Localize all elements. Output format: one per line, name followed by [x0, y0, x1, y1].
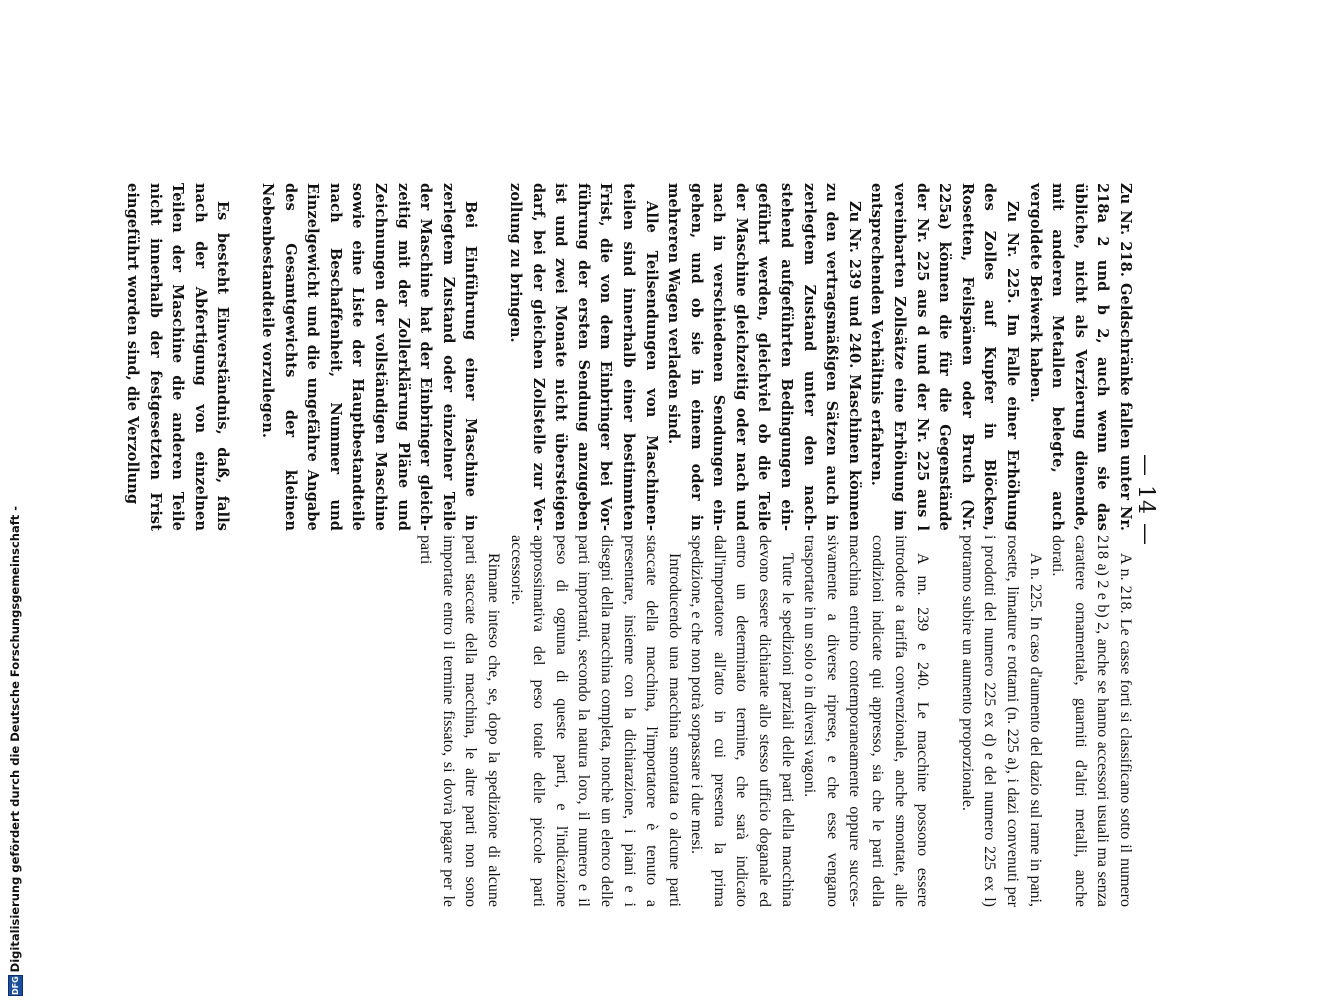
- german-paragraph-einverstaendnis: Es besteht Einverständnis, daß, falls nach der Abfertigung von einzelnen Teilen der Maschine die anderen Teile nicht innerhalb der festgesetzten Frist eingeführt worden sind, die Verzollung: [124, 183, 232, 531]
- german-paragraph-nr-225: Zu Nr. 225. Im Falle einer Erhöhung des Zolles auf Kupfer in Blöcken, Rosetten, Feilspänen oder Bruch (Nr. 225a) können die für die Gegenstände der Nr. 225 aus d und der Nr. 225 aus l vereinbarten Zollsätze eine Erhöhung im entsprechenden Verhältnis erfahren.: [868, 183, 1022, 531]
- digitization-credit: [0, 0, 30, 1000]
- german-paragraph-einfuehrung: Bei Einführung einer Maschine in zerlegtem Zustand oder einzelner Teile der Maschine hat der Einbringer gleichzeitig mit der Zollerklärung Pläne und Zeichnungen der vollständigen Maschine sowie eine Liste der Hauptbestandteile nach Beschaffenheit, Nummer und Einzelgewicht und die ungefähre Angabe des Gesamtgewichts der kleinen Nebenbestandteile vorzulegen.: [259, 183, 480, 531]
- german-column: [120, 183, 1136, 531]
- german-paragraph-nr-239-240: Zu Nr. 239 und 240. Maschinen können zu den vertragsmäßigen Sätzen auch in zerlegtem Zustand unter den nachstehend aufgeführten Bedingungen eingeführt werden, gleichviel ob die Teile der Maschine gleichzeitig oder nach und nach in verschiedenen Sendungen eingehen, und ob sie in einem oder in mehreren Wagen verladen sind.: [665, 183, 863, 531]
- italian-paragraph-nn-239-240: A nn. 239 e 240. Le macchine possono essere introdotte a tariffa convenzionale, anche smontate, alle condizioni indicate qui appresso, sia che le parti della macchina entrino contemporaneamente oppure successivamente a diverse riprese, e che esse vengano trasportate in un solo o in diversi vagoni.: [801, 535, 932, 907]
- page-number: — 14 —: [1133, 454, 1158, 546]
- italian-paragraph-n-218: A n. 218. Le casse forti si classificano sotto il numero 218 a) 2 e b) 2, anche se hanno accessori usuali ma senza carattere ornamentale, guarniti d'altri metalli, anche dorati.: [1049, 535, 1134, 907]
- italian-paragraph-introducendo: Introducendo una macchina smontata o alcune parti staccate della macchina, l'importatore è tenuto a presentare, insieme con la dichiarazione, i piani e i disegni della macchina completa, nonchè un elenco delle parti importanti, secondo la natura loro, il numero e il peso di ognuna di queste parti, e l'indicazione approssimativa del peso totale delle piccole parti accessorie.: [507, 535, 683, 907]
- dfg-logo: DFG: [8, 975, 23, 996]
- german-paragraph-nr-218: Zu Nr. 218. Geldschränke fallen unter Nr. 218a 2 und b 2, auch wenn sie das übliche, nicht als Verzierung dienende, mit anderen Metallen belegte, auch vergoldete Beiwerk haben.: [1026, 183, 1134, 531]
- italian-paragraph-n-225: A n. 225. In caso d'aumento del dazio sul rame in pani, rosette, limature e rottami (n. 225 a), i dazi convenuti per i prodotti del numero 225 ex d) e del numero 225 ex l) potranno subire un aumento proporzionale.: [958, 535, 1044, 907]
- credit-text: Digitalisierung gefördert durch die Deutsche Forschungsgemeinschaft -: [8, 505, 22, 973]
- italian-paragraph-rimane-inteso: Rimane inteso che, se, dopo la spedizione di alcune parti staccate della macchina, le altre parti non sono importate entro il termine fissato, si dovrà pagare per le parti: [417, 535, 502, 907]
- german-paragraph-teilsendungen: Alle Teilsendungen von Maschinenteilen sind innerhalb einer bestimmten Frist, die von dem Einbringer bei Vorführung der ersten Sendung anzugeben ist und zwei Monate nicht übersteigen darf, bei der gleichen Zollstelle zur Verzollung zu bringen.: [506, 183, 660, 531]
- italian-paragraph-spedizioni-parziali: Tutte le spedizioni parziali delle parti della macchina devono essere dichiarate allo stesso ufficio doganale ed entro un determinato termine, che sarà indicato dall'importatore all'atto in cui presenta la prima spedizione, e che non potrà sorpassare i due mesi.: [688, 535, 796, 907]
- italian-column: [414, 535, 1136, 907]
